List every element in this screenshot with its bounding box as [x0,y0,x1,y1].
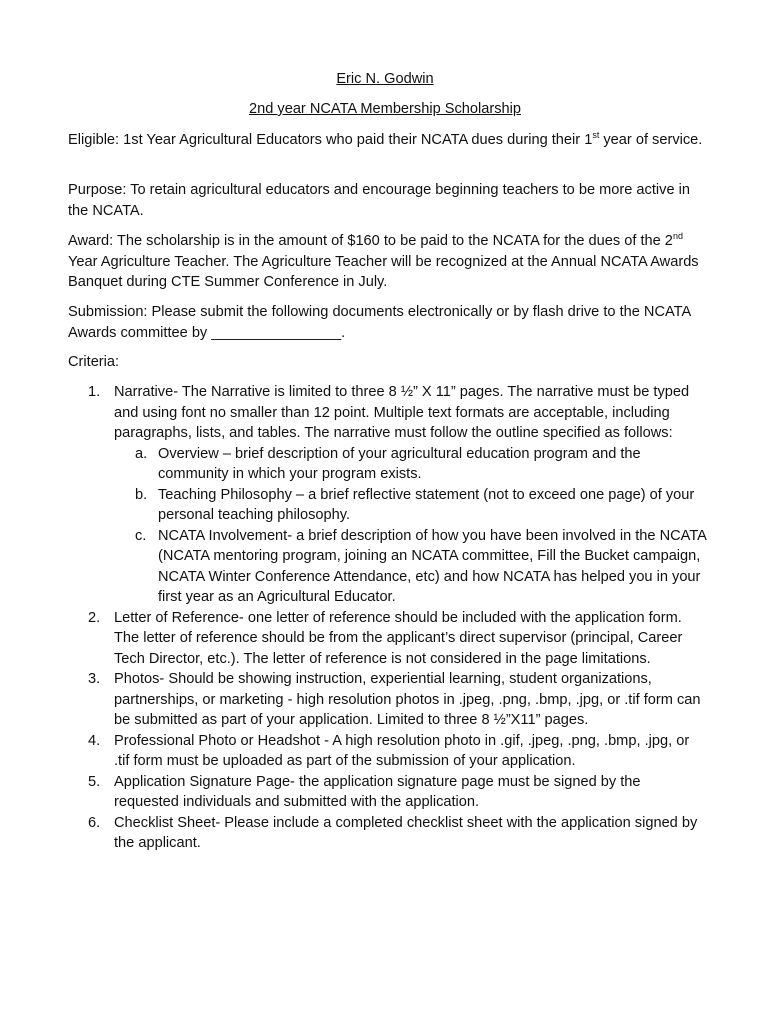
criteria-subitem-overview: a. Overview – brief description of your agricultural education program and the community in which your program exists. [135,445,641,482]
criteria-item-narrative: 1. Narrative- The Narrative is limited to three 8 ½” X 11” pages. The narrative must be typed and using font no smaller than 12 point. Multiple text formats are acceptable, including paragraphs, lists, and tables. The narrative must follow the outline specified as follows: [88,384,690,441]
criteria-item-checklist-sheet: 6. Checklist Sheet- Please include a completed checklist sheet with the application signed by the applicant. [88,814,698,851]
criteria-item-headshot: 4. Professional Photo or Headshot - A high resolution photo in .gif, .jpeg, .png, .bmp, .jpg, or .tif form must be uploaded as part of the submission of your application. [88,732,690,769]
author-name: Eric N. Godwin [336,71,434,87]
eligible-paragraph: Eligible: 1st Year Agricultural Educators who paid their NCATA dues during their 1st year of service. [68,130,703,148]
award-paragraph: Award: The scholarship is in the amount of $160 to be paid to the NCATA for the dues of the 2nd Year Agriculture Teacher. The Agriculture Teacher will be recognized at the Annual NCATA Awards Banquet during CTE Summer Conference in July. [68,231,699,290]
criteria-list [68,382,708,854]
criteria-subitem-teaching-philosophy: b. Teaching Philosophy – a brief reflective statement (not to exceed one page) of your personal teaching philosophy. [135,486,695,523]
criteria-item-letter-of-reference: 2. Letter of Reference- one letter of reference should be included with the application form. The letter of reference should be from the applicant’s direct supervisor (principal, Career Tech Director, etc.). The letter of reference is not considered in the page limitations. [88,609,683,667]
document-title: 2nd year NCATA Membership Scholarship [249,101,521,117]
criteria-label: Criteria: [68,354,120,370]
criteria-subitem-ncata-involvement: c. NCATA Involvement- a brief description of how you have been involved in the NCATA (NCATA mentoring program, joining an NCATA committee, Fill the Bucket campaign, NCATA Winter Conference Attendance, etc) and how NCATA has helped you in your first year as an Agricultural Educator. [135,527,707,605]
criteria-item-photos: 3. Photos- Should be showing instruction, experiential learning, student organizations, partnerships, or marketing - high resolution photos in .jpeg, .png, .bmp, .jpg, or .tif form can be submitted as part of your application. Limited to three 8 ½”X11” pages. [88,671,701,728]
criteria-item-signature-page: 5. Application Signature Page- the application signature page must be signed by the requested individuals and submitted with the application. [88,773,641,810]
purpose-paragraph: Purpose: To retain agricultural educators and encourage beginning teachers to be more active in the NCATA. [68,182,690,219]
submission-paragraph: Submission: Please submit the following documents electronically or by flash drive to the NCATA Awards committee by ________________. [68,304,691,341]
